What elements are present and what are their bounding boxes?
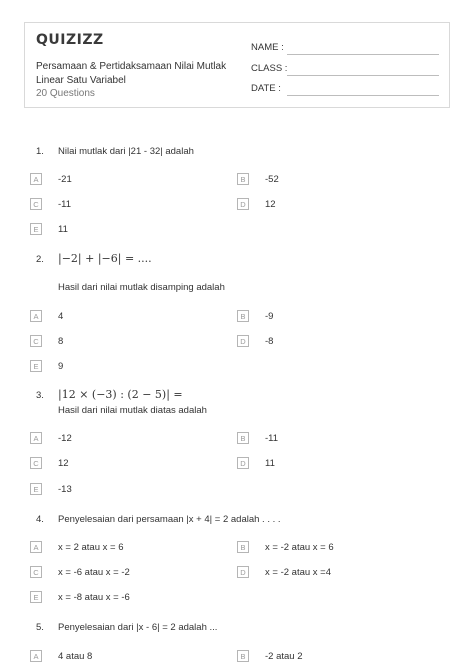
option-a[interactable]: 4 bbox=[58, 311, 64, 322]
option-a[interactable]: 4 atau 8 bbox=[58, 651, 93, 662]
question-number: 5. bbox=[36, 622, 44, 633]
option-letter-d: D bbox=[237, 566, 249, 578]
question-math: |12 × (−3) : (2 − 5)| = bbox=[58, 388, 183, 401]
worksheet-title: Persamaan & Pertidaksamaan Nilai Mutlak Linear Satu Variabel bbox=[36, 61, 227, 86]
option-c[interactable]: 8 bbox=[58, 336, 64, 347]
question-text: Hasil dari nilai mutlak diatas adalah bbox=[58, 405, 207, 416]
option-letter-c: C bbox=[30, 457, 42, 469]
option-letter-a: A bbox=[30, 650, 42, 662]
question-count: 20 Questions bbox=[36, 88, 95, 99]
option-letter-a: A bbox=[30, 432, 42, 444]
question-text: Nilai mutlak dari |21 - 32| adalah bbox=[58, 146, 194, 157]
class-label: CLASS : bbox=[251, 63, 288, 74]
option-d[interactable]: 12 bbox=[265, 199, 276, 210]
option-letter-c: C bbox=[30, 198, 42, 210]
option-c[interactable]: x = -6 atau x = -2 bbox=[58, 567, 130, 578]
option-letter-e: E bbox=[30, 360, 42, 372]
question-text: Hasil dari nilai mutlak disamping adalah bbox=[58, 282, 225, 293]
question-number: 2. bbox=[36, 254, 44, 265]
worksheet-header bbox=[24, 22, 450, 108]
option-a[interactable]: x = 2 atau x = 6 bbox=[58, 542, 124, 553]
option-letter-b: B bbox=[237, 541, 249, 553]
date-field[interactable] bbox=[287, 95, 439, 96]
option-e[interactable]: 11 bbox=[58, 224, 68, 235]
option-c[interactable]: 12 bbox=[58, 458, 69, 469]
option-letter-d: D bbox=[237, 198, 249, 210]
option-e[interactable]: -13 bbox=[58, 484, 72, 495]
option-b[interactable]: x = -2 atau x = 6 bbox=[265, 542, 334, 553]
option-letter-e: E bbox=[30, 483, 42, 495]
option-c[interactable]: -11 bbox=[58, 199, 72, 210]
option-e[interactable]: x = -8 atau x = -6 bbox=[58, 592, 130, 603]
option-letter-a: A bbox=[30, 541, 42, 553]
option-letter-b: B bbox=[237, 432, 249, 444]
option-d[interactable]: x = -2 atau x =4 bbox=[265, 567, 332, 578]
option-letter-b: B bbox=[237, 650, 249, 662]
option-e[interactable]: 9 bbox=[58, 361, 64, 372]
option-letter-c: C bbox=[30, 566, 42, 578]
option-letter-e: E bbox=[30, 223, 42, 235]
option-letter-e: E bbox=[30, 591, 42, 603]
option-letter-b: B bbox=[237, 173, 249, 185]
name-label: NAME : bbox=[251, 42, 284, 53]
question-number: 3. bbox=[36, 390, 44, 401]
question-text: Penyelesaian dari persamaan |x + 4| = 2 adalah . . . . bbox=[58, 514, 281, 525]
name-field[interactable] bbox=[287, 54, 439, 55]
option-b[interactable]: -2 atau 2 bbox=[265, 651, 303, 662]
option-a[interactable]: -12 bbox=[58, 433, 72, 444]
option-d[interactable]: -8 bbox=[265, 336, 274, 347]
option-letter-c: C bbox=[30, 335, 42, 347]
option-letter-a: A bbox=[30, 173, 42, 185]
option-letter-b: B bbox=[237, 310, 249, 322]
option-b[interactable]: -52 bbox=[265, 174, 279, 185]
date-label: DATE : bbox=[251, 83, 281, 94]
option-letter-d: D bbox=[237, 457, 249, 469]
option-letter-d: D bbox=[237, 335, 249, 347]
option-b[interactable]: -9 bbox=[265, 311, 274, 322]
question-number: 1. bbox=[36, 146, 44, 157]
quizizz-logo: QUIZIZZ bbox=[36, 32, 104, 48]
option-letter-a: A bbox=[30, 310, 42, 322]
option-a[interactable]: -21 bbox=[58, 174, 72, 185]
question-number: 4. bbox=[36, 514, 44, 525]
option-b[interactable]: -11 bbox=[265, 433, 279, 444]
question-math: |−2| + |−6| = .... bbox=[58, 252, 152, 265]
class-field[interactable] bbox=[287, 75, 439, 76]
question-text: Penyelesaian dari |x - 6| = 2 adalah ... bbox=[58, 622, 218, 633]
option-d[interactable]: 11 bbox=[265, 458, 275, 469]
